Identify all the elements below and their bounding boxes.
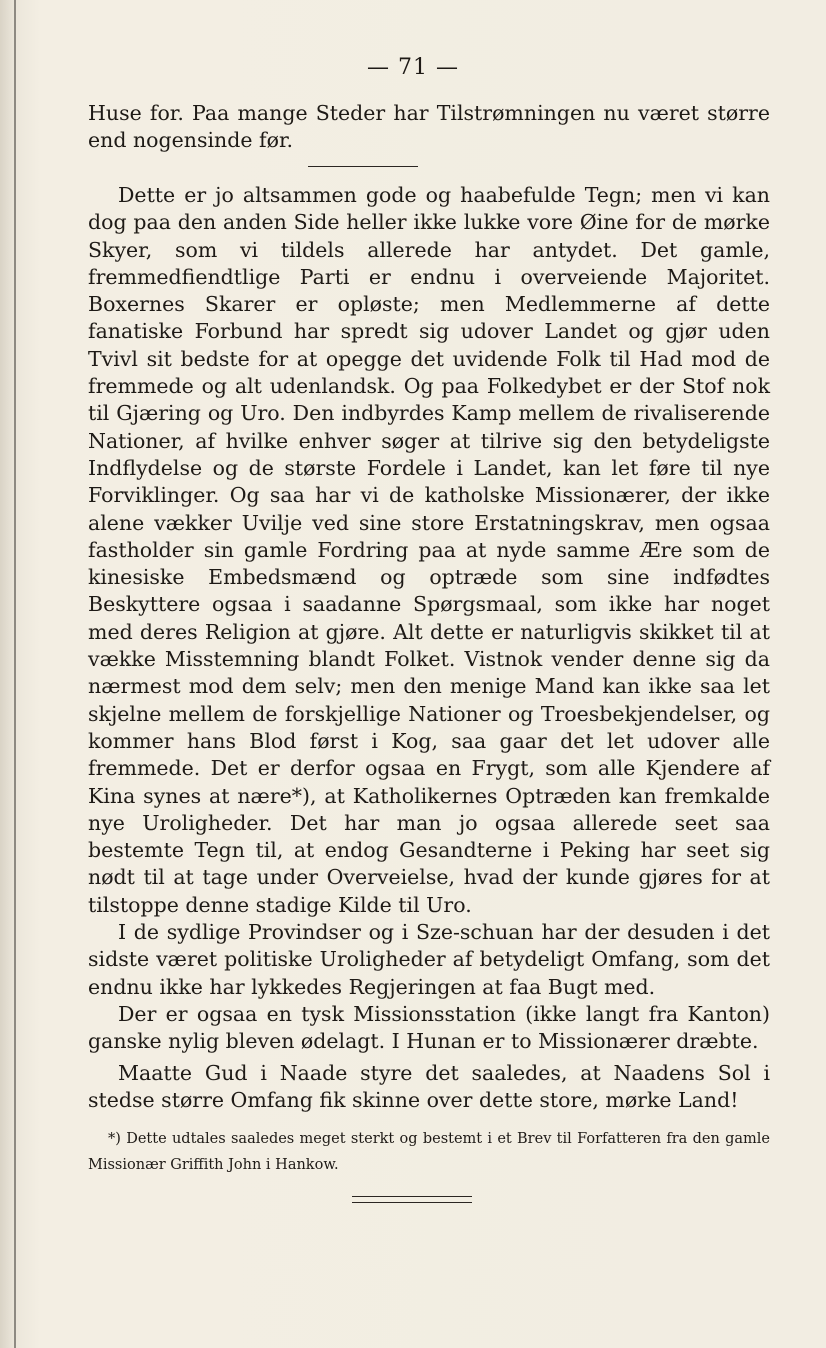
end-rule-bottom bbox=[352, 1202, 472, 1203]
page-number: — 71 — bbox=[367, 55, 459, 80]
footnote-marker: *) bbox=[108, 1131, 121, 1147]
paragraph-southern-provinces: I de sydlige Provindser og i Sze-schuan har der desuden i det sidste været politiske Uroligheder af betydeligt Omfang, som det endnu ikke har lykkedes Regjeringen at faa Bugt med. bbox=[88, 920, 770, 999]
opening-paragraph bbox=[88, 100, 770, 155]
paragraph-german-mission: Der er ogsaa en tysk Missionsstation (ikke langt fra Kanton) ganske nylig bleven ødelagt. I Hunan er to Missionærer dræbte. bbox=[88, 1001, 770, 1054]
closing-paragraph bbox=[88, 1060, 770, 1115]
paragraph-signs: Dette er jo altsammen gode og haabefulde Tegn; men vi kan dog paa den anden Side heller ikke lukke vore Øine for de mørke Skyer, som vi tildels allerede har antydet. Det gamle, fremmedfiendtlige Parti er endnu i overveiende Majoritet. Boxernes Skarer er opløste; men Medlemmerne af dette fanatiske Forbund har spredt sig udover Landet og gjør uden Tvivl sit bedste for at opegge det uvidende Folk til Had mod de fremmede og alt udenlandsk. Og paa Folkedybet er der Stof nok til Gjæring og Uro. Den indbyrdes Kamp mellem de rivaliserende Nationer, af hvilke enhver søger at tilrive sig den betydeligste Indflydelse og de største Fordele i Landet, kan let føre til nye Forviklinger. Og saa har vi de katholske Missionærer, der ikke alene vækker Uvilje ved sine store Erstatningskrav, men ogsaa fastholder sin gamle Fordring paa at nyde samme Ære som de kinesiske Embedsmænd og optræde som sine indfødtes Beskyttere ogsaa i saadanne Spørgsmaal, som ikke har noget med deres Religion at gjøre. Alt dette er naturligvis skikket til at vække Misstemning blandt Folket. Vistnok vender denne sig da nærmest mod dem selv; men den menige Mand kan ikke saa let skjelne mellem de forskjellige Nationer og Troesbekjendelser, og kommer hans Blod først i Kog, saa gaar det let udover alle fremmede. Det er derfor ogsaa en Frygt, som alle Kjendere af Kina synes at nære*), at Katholikernes Optræden kan fremkalde nye Uroligheder. Det har man jo ogsaa allerede seet saa bestemte Tegn til, at endog Gesandterne i Peking har seet sig nødt til at tage under Overveielse, hvad der kunde gjøres for at tilstoppe denne stadige Kilde til Uro. bbox=[88, 183, 770, 917]
page-binding-edge bbox=[14, 0, 16, 1348]
opening-text: Huse for. Paa mange Steder har Tilstrømningen nu været større end nogensinde før. bbox=[88, 101, 770, 153]
end-rule-top bbox=[352, 1196, 472, 1197]
section-divider bbox=[308, 166, 418, 167]
closing-text: Maatte Gud i Naade styre det saaledes, at Naadens Sol i stedse større Omfang fik skinne over dette store, mørke Land! bbox=[88, 1061, 770, 1113]
footnote bbox=[88, 1126, 770, 1178]
main-body bbox=[88, 182, 770, 1056]
footnote-text: Dette udtales saaledes meget sterkt og bestemt i et Brev til Forfatteren fra den gamle Missionær Griffith John i Hankow. bbox=[88, 1131, 771, 1173]
